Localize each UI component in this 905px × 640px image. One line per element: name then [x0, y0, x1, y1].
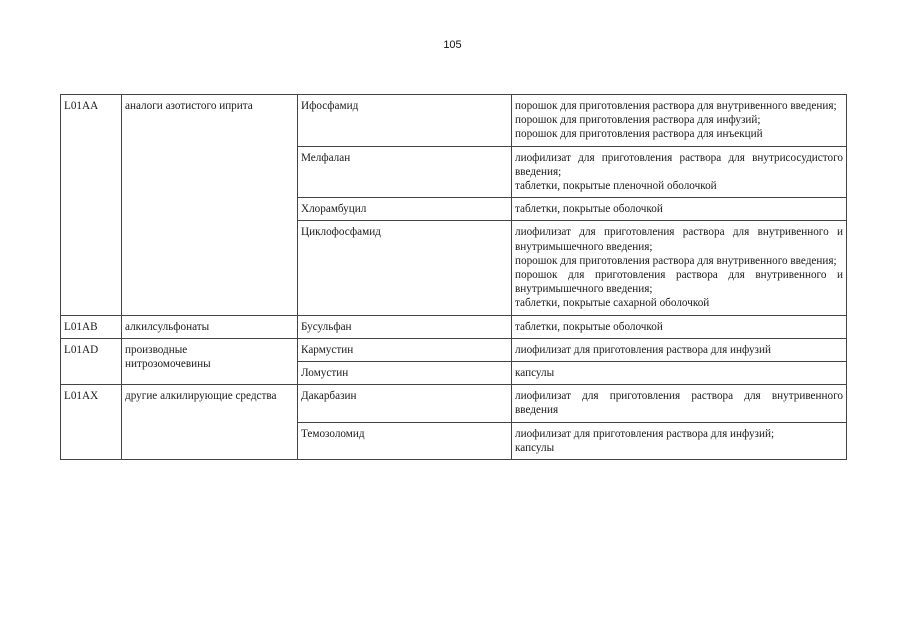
- group-text: аналоги азотистого иприта: [125, 100, 253, 112]
- drug-name-cell: Мелфалан: [298, 146, 512, 198]
- drug-name-cell: Циклофосфамид: [298, 221, 512, 315]
- atc-code-cell: L01AX: [61, 385, 122, 460]
- group-text: производные: [125, 343, 188, 356]
- drug-name-cell: Дакарбазин: [298, 385, 512, 422]
- table-row: [61, 315, 847, 338]
- dosage-form-cell: [512, 95, 847, 147]
- table-row: [61, 95, 847, 147]
- dosage-form-line: капсулы: [515, 367, 555, 380]
- dosage-form-line: лиофилизат для приготовления раствора для внутривенного и внутримышечного введения;: [515, 226, 843, 253]
- dosage-form-cell: [512, 315, 847, 338]
- dosage-form-line: таблетки, покрытые оболочкой: [515, 320, 663, 333]
- group-cell: [122, 338, 298, 384]
- drug-name-cell: Кармустин: [298, 338, 512, 361]
- dosage-form-line: порошок для приготовления раствора для внутривенного введения;: [515, 254, 837, 267]
- group-cell: [122, 315, 298, 338]
- group-text: нитрозомочевины: [125, 358, 211, 371]
- dosage-form-cell: [512, 422, 847, 459]
- atc-code-cell: L01AA: [61, 95, 122, 316]
- dosage-form-cell: [512, 385, 847, 422]
- dosage-form-line: лиофилизат для приготовления раствора для внутривенного введения: [515, 390, 843, 417]
- drug-name-cell: Хлорамбуцил: [298, 198, 512, 221]
- dosage-form-line: порошок для приготовления раствора для внутривенного введения;: [515, 100, 837, 112]
- group-cell: [122, 95, 298, 316]
- dosage-form-cell: [512, 362, 847, 385]
- drug-name-cell: Бусульфан: [298, 315, 512, 338]
- dosage-form-line: таблетки, покрытые сахарной оболочкой: [515, 297, 710, 310]
- atc-code-cell: L01AB: [61, 315, 122, 338]
- dosage-form-line: лиофилизат для приготовления раствора для инфузий: [515, 343, 771, 356]
- table-row: [61, 385, 847, 422]
- drug-name-cell: Ломустин: [298, 362, 512, 385]
- dosage-form-line: порошок для приготовления раствора для инфузий;: [515, 114, 761, 127]
- table-row: [61, 338, 847, 361]
- drug-table: [60, 94, 847, 460]
- drug-name-cell: Темозоломид: [298, 422, 512, 459]
- group-text: другие алкилирующие средства: [125, 390, 277, 403]
- dosage-form-line: порошок для приготовления раствора для внутривенного и внутримышечного введения;: [515, 269, 843, 296]
- page-number: 105: [443, 39, 462, 51]
- dosage-form-line: таблетки, покрытые оболочкой: [515, 203, 663, 216]
- dosage-form-line: лиофилизат для приготовления раствора для инфузий;: [515, 427, 775, 440]
- dosage-form-cell: [512, 221, 847, 315]
- dosage-form-cell: [512, 146, 847, 198]
- atc-code-cell: L01AD: [61, 338, 122, 384]
- dosage-form-line: таблетки, покрытые пленочной оболочкой: [515, 180, 717, 193]
- group-cell: [122, 385, 298, 460]
- dosage-form-line: лиофилизат для приготовления раствора для внутрисосудистого введения;: [515, 151, 843, 178]
- group-text: алкилсульфонаты: [125, 320, 210, 333]
- dosage-form-cell: [512, 198, 847, 221]
- dosage-form-cell: [512, 338, 847, 361]
- drug-name-cell: Ифосфамид: [298, 95, 512, 147]
- dosage-form-line: капсулы: [515, 441, 555, 454]
- dosage-form-line: порошок для приготовления раствора для инъекций: [515, 128, 763, 141]
